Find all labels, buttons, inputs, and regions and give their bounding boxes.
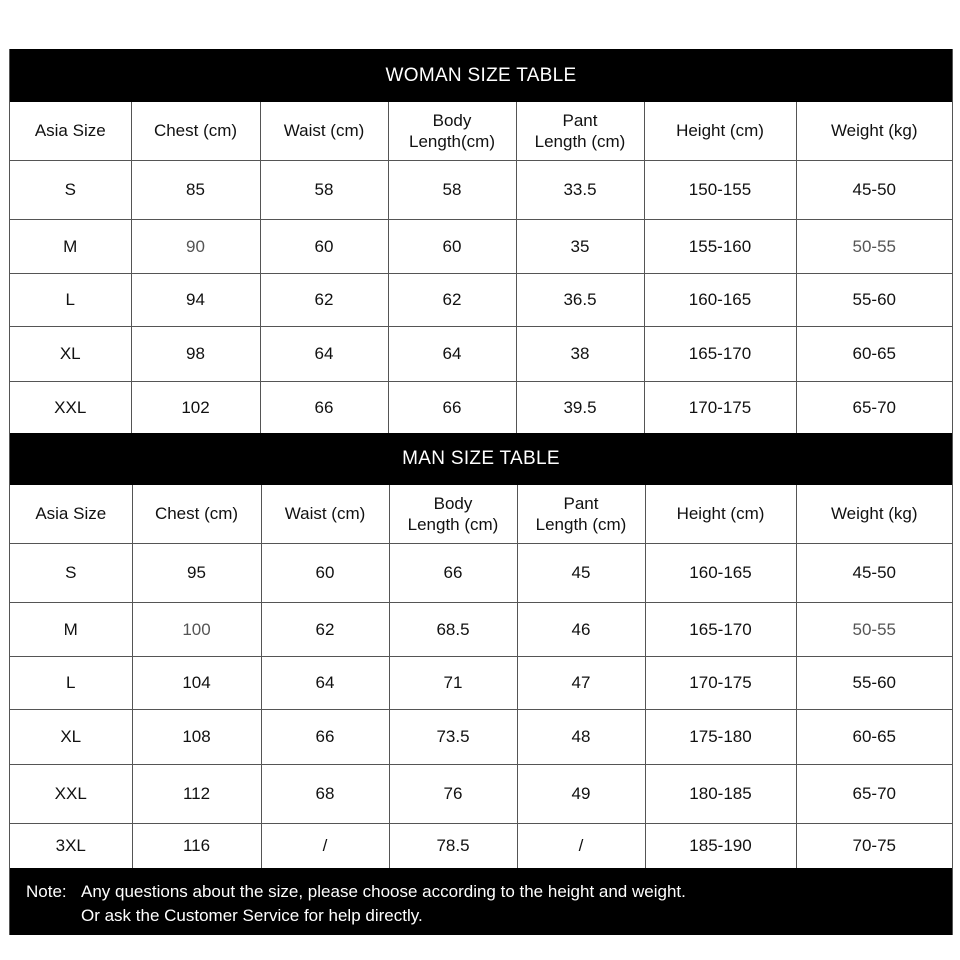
header-row: [10, 102, 952, 160]
table-cell: 62: [388, 273, 516, 326]
table-cell: 50-55: [796, 602, 952, 656]
table-cell: 102: [131, 381, 260, 433]
table-cell: 60-65: [796, 709, 952, 764]
column-header-line: Body: [433, 493, 473, 513]
table-row: [10, 381, 952, 433]
table-cell: 62: [261, 602, 389, 656]
table-row: [10, 823, 952, 868]
table-cell: 100: [132, 602, 261, 656]
table-cell: 98: [131, 326, 260, 381]
table-cell: 66: [388, 381, 516, 433]
note-line-2: Or ask the Customer Service for help directly.: [81, 906, 423, 925]
note-line-1: Any questions about the size, please choose according to the height and weight.: [81, 882, 686, 901]
column-header: Height (cm): [645, 485, 796, 543]
column-header-line: Length (cm): [535, 514, 627, 534]
man-size-table: [10, 485, 952, 868]
table-cell: 66: [260, 381, 388, 433]
woman-table-title: WOMAN SIZE TABLE: [10, 49, 952, 102]
table-row: [10, 160, 952, 219]
column-header: [388, 102, 516, 160]
table-cell: 60: [260, 219, 388, 273]
table-row: [10, 543, 952, 602]
table-row: [10, 219, 952, 273]
table-cell: 73.5: [389, 709, 517, 764]
table-cell: 68: [261, 764, 389, 823]
table-cell: 160-165: [644, 273, 796, 326]
column-header-line: Length (cm): [534, 131, 626, 151]
table-cell: 47: [517, 656, 645, 709]
column-header: Chest (cm): [132, 485, 261, 543]
table-cell: 55-60: [796, 273, 952, 326]
table-cell: 64: [388, 326, 516, 381]
table-cell: 180-185: [645, 764, 796, 823]
column-header: Weight (kg): [796, 102, 952, 160]
table-cell: 45: [517, 543, 645, 602]
table-cell: 94: [131, 273, 260, 326]
table-cell: 66: [261, 709, 389, 764]
column-header: Chest (cm): [131, 102, 260, 160]
table-cell: 165-170: [644, 326, 796, 381]
column-header: Asia Size: [10, 485, 132, 543]
table-cell: 175-180: [645, 709, 796, 764]
table-cell: 85: [131, 160, 260, 219]
table-cell: 71: [389, 656, 517, 709]
table-cell: 58: [260, 160, 388, 219]
table-cell: 60: [261, 543, 389, 602]
table-cell: 65-70: [796, 764, 952, 823]
table-cell: /: [517, 823, 645, 868]
table-cell: 50-55: [796, 219, 952, 273]
table-cell: 90: [131, 219, 260, 273]
note-label: Note:: [26, 882, 67, 901]
size-cell: XL: [10, 709, 132, 764]
table-cell: 48: [517, 709, 645, 764]
table-cell: 64: [260, 326, 388, 381]
column-header-line: Length(cm): [409, 131, 495, 151]
table-cell: 185-190: [645, 823, 796, 868]
size-cell: XL: [10, 326, 131, 381]
table-cell: 165-170: [645, 602, 796, 656]
table-row: [10, 273, 952, 326]
table-cell: 170-175: [645, 656, 796, 709]
table-cell: 155-160: [644, 219, 796, 273]
table-row: [10, 709, 952, 764]
column-header: Height (cm): [644, 102, 796, 160]
size-cell: S: [10, 160, 131, 219]
table-cell: 116: [132, 823, 261, 868]
table-cell: 39.5: [516, 381, 644, 433]
table-cell: /: [261, 823, 389, 868]
size-chart: [9, 49, 953, 935]
column-header: Asia Size: [10, 102, 131, 160]
table-cell: 64: [261, 656, 389, 709]
column-header: [516, 102, 644, 160]
table-cell: 108: [132, 709, 261, 764]
table-cell: 33.5: [516, 160, 644, 219]
table-cell: 60-65: [796, 326, 952, 381]
table-cell: 66: [389, 543, 517, 602]
table-row: [10, 326, 952, 381]
column-header: Waist (cm): [260, 102, 388, 160]
table-cell: 112: [132, 764, 261, 823]
size-cell: M: [10, 602, 132, 656]
column-header: Waist (cm): [261, 485, 389, 543]
size-cell: S: [10, 543, 132, 602]
table-cell: 170-175: [644, 381, 796, 433]
table-cell: 45-50: [796, 543, 952, 602]
table-row: [10, 656, 952, 709]
table-row: [10, 764, 952, 823]
note-banner: [10, 868, 952, 935]
table-row: [10, 602, 952, 656]
table-cell: 150-155: [644, 160, 796, 219]
column-header: [517, 485, 645, 543]
table-cell: 70-75: [852, 836, 896, 856]
column-header-line: Pant: [563, 493, 599, 513]
table-cell: 58: [388, 160, 516, 219]
table-cell: 68.5: [389, 602, 517, 656]
column-header: Weight (kg): [796, 485, 952, 543]
table-cell: 78.5: [389, 823, 517, 868]
column-header-line: Pant: [562, 110, 598, 130]
column-header: [389, 485, 517, 543]
table-cell: 160-165: [645, 543, 796, 602]
table-cell: 36.5: [516, 273, 644, 326]
column-header-line: Body: [432, 110, 472, 130]
woman-size-table: [10, 102, 952, 433]
size-cell: M: [10, 219, 131, 273]
size-cell: 3XL: [10, 823, 132, 868]
header-row: [10, 485, 952, 543]
table-cell: 76: [389, 764, 517, 823]
table-cell: 38: [516, 326, 644, 381]
size-cell: L: [10, 273, 131, 326]
size-cell: XXL: [10, 764, 132, 823]
man-table-title: MAN SIZE TABLE: [10, 433, 952, 485]
table-cell: 55-60: [796, 656, 952, 709]
table-cell: 46: [517, 602, 645, 656]
table-cell: 62: [260, 273, 388, 326]
table-cell: 104: [132, 656, 261, 709]
table-cell: 60: [388, 219, 516, 273]
size-cell: XXL: [10, 381, 131, 433]
table-cell: 49: [517, 764, 645, 823]
table-cell: 95: [132, 543, 261, 602]
table-cell: 35: [516, 219, 644, 273]
table-cell: 45-50: [796, 160, 952, 219]
column-header-line: Length (cm): [407, 514, 499, 534]
size-cell: L: [10, 656, 132, 709]
table-cell: 65-70: [852, 397, 896, 417]
